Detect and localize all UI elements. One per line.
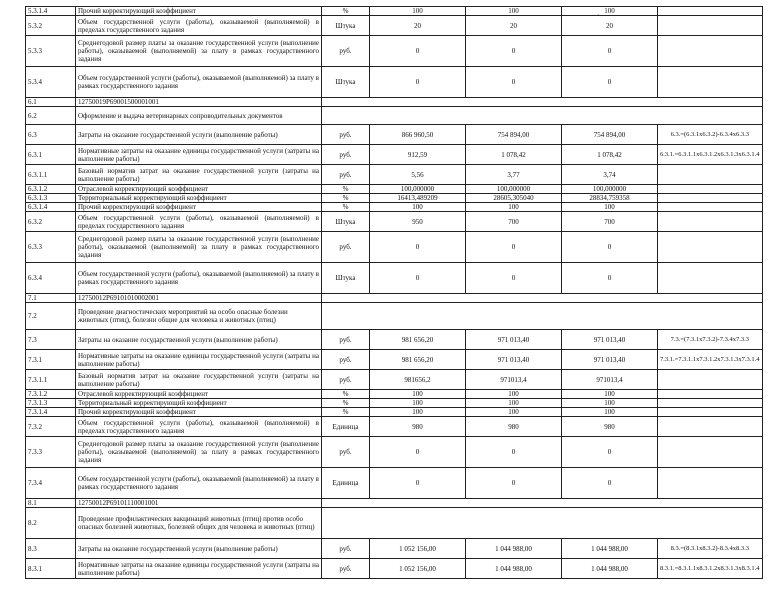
table-row xyxy=(26,185,763,194)
unit-cell: руб. xyxy=(322,145,370,165)
value-year1-cell: 100 xyxy=(370,408,466,417)
value-year3-cell: 0 xyxy=(562,263,658,294)
table-row xyxy=(26,399,763,408)
formula-cell xyxy=(658,212,763,232)
row-code-cell: 6.3.2 xyxy=(26,212,76,232)
formula-cell xyxy=(658,194,763,203)
value-year3-cell: 1 044 988,00 xyxy=(562,539,658,559)
value-year1-cell: 100,000000 xyxy=(370,185,466,194)
table-row xyxy=(26,390,763,399)
row-code-cell: 7.2 xyxy=(26,303,76,330)
row-name-cell: Затраты на оказание государственной услуги (выполнение работы) xyxy=(76,330,322,350)
row-code-cell: 7.3.1.4 xyxy=(26,408,76,417)
formula-cell xyxy=(658,7,763,16)
table-row xyxy=(26,98,763,107)
table-row xyxy=(26,67,763,98)
row-name-cell: Затраты на оказание государственной услуги (выполнение работы) xyxy=(76,125,322,145)
value-year1-cell: 20 xyxy=(370,16,466,36)
value-year3-cell: 0 xyxy=(562,36,658,67)
unit-cell: % xyxy=(322,408,370,417)
row-code-cell: 7.3.2 xyxy=(26,417,76,437)
table-row xyxy=(26,330,763,350)
value-year3-cell: 100,000000 xyxy=(562,185,658,194)
formula-cell xyxy=(658,468,763,499)
row-name-cell: Территориальный корректирующий коэффициент xyxy=(76,399,322,408)
unit-cell: руб. xyxy=(322,165,370,185)
value-year1-cell: 981 656,20 xyxy=(370,350,466,370)
value-year3-cell: 0 xyxy=(562,67,658,98)
table-body xyxy=(26,7,763,579)
row-name-cell: Объем государственной услуги (работы), оказываемой (выполняемой) в пределах государственного задания xyxy=(76,16,322,36)
formula-cell xyxy=(658,408,763,417)
formula-cell xyxy=(658,16,763,36)
formula-cell: 6.3.1.=6.3.1.1х6.3.1.2х6.3.1.3х6.3.1.4 xyxy=(658,145,763,165)
row-name-cell: Среднегодовой размер платы за оказание государственной услуги (выполнение работы), оказываемой (выполняемой) за плату в рамках государственного задания xyxy=(76,437,322,468)
empty-cell xyxy=(322,98,763,107)
unit-cell: руб. xyxy=(322,232,370,263)
unit-cell: Единица xyxy=(322,417,370,437)
value-year2-cell: 0 xyxy=(466,437,562,468)
unit-cell: Штука xyxy=(322,16,370,36)
value-year2-cell: 0 xyxy=(466,36,562,67)
value-year1-cell: 5,56 xyxy=(370,165,466,185)
table-row xyxy=(26,508,763,539)
row-code-cell: 5.3.1.4 xyxy=(26,7,76,16)
table-row xyxy=(26,203,763,212)
value-year3-cell: 0 xyxy=(562,437,658,468)
formula-cell xyxy=(658,36,763,67)
value-year1-cell: 100 xyxy=(370,390,466,399)
table-row xyxy=(26,7,763,16)
table-row xyxy=(26,107,763,125)
row-name-cell: Отраслевой корректирующий коэффициент xyxy=(76,185,322,194)
value-year2-cell: 28605,305040 xyxy=(466,194,562,203)
row-name-cell: Затраты на оказание государственной услуги (выполнение работы) xyxy=(76,539,322,559)
unit-cell: Штука xyxy=(322,212,370,232)
row-code-cell: 7.3.3 xyxy=(26,437,76,468)
value-year1-cell: 0 xyxy=(370,468,466,499)
row-code-cell: 5.3.3 xyxy=(26,36,76,67)
unit-cell: руб. xyxy=(322,437,370,468)
row-title-cell: 12750012Р69101110001001 xyxy=(76,499,322,508)
value-year2-cell: 100 xyxy=(466,408,562,417)
formula-cell xyxy=(658,185,763,194)
row-code-cell: 5.3.4 xyxy=(26,67,76,98)
row-name-cell: Объем государственной услуги (работы), оказываемой (выполняемой) за плату в рамках государственного задания xyxy=(76,67,322,98)
row-code-cell: 6.3.1.2 xyxy=(26,185,76,194)
value-year1-cell: 0 xyxy=(370,67,466,98)
value-year3-cell: 100 xyxy=(562,7,658,16)
value-year3-cell: 700 xyxy=(562,212,658,232)
unit-cell: Штука xyxy=(322,263,370,294)
formula-cell: 7.3.=(7.3.1х7.3.2)-7.3.4х7.3.3 xyxy=(658,330,763,350)
row-name-cell: Нормативные затраты на оказание единицы государственной услуги (затраты на выполнение работы) xyxy=(76,145,322,165)
value-year3-cell: 980 xyxy=(562,417,658,437)
empty-cell xyxy=(322,294,763,303)
row-code-cell: 6.3 xyxy=(26,125,76,145)
table-row xyxy=(26,125,763,145)
value-year2-cell: 20 xyxy=(466,16,562,36)
value-year2-cell: 100,000000 xyxy=(466,185,562,194)
formula-cell xyxy=(658,437,763,468)
unit-cell: руб. xyxy=(322,370,370,390)
row-code-cell: 6.2 xyxy=(26,107,76,125)
value-year3-cell: 100 xyxy=(562,390,658,399)
formula-cell xyxy=(658,165,763,185)
formula-cell xyxy=(658,203,763,212)
row-code-cell: 7.3.1.3 xyxy=(26,399,76,408)
row-code-cell: 8.1 xyxy=(26,499,76,508)
empty-cell xyxy=(322,107,763,125)
row-code-cell: 6.3.4 xyxy=(26,263,76,294)
value-year2-cell: 100 xyxy=(466,7,562,16)
formula-cell xyxy=(658,390,763,399)
row-title-cell: 12750019Р69001500001001 xyxy=(76,98,322,107)
value-year3-cell: 20 xyxy=(562,16,658,36)
unit-cell: руб. xyxy=(322,36,370,67)
row-code-cell: 7.3.1.2 xyxy=(26,390,76,399)
budget-table xyxy=(25,6,763,579)
value-year3-cell: 3,74 xyxy=(562,165,658,185)
row-name-cell: Объем государственной услуги (работы), оказываемой (выполняемой) за плату в рамках государственного задания xyxy=(76,263,322,294)
row-code-cell: 6.1 xyxy=(26,98,76,107)
table-row xyxy=(26,294,763,303)
unit-cell: % xyxy=(322,7,370,16)
value-year2-cell: 0 xyxy=(466,263,562,294)
formula-cell xyxy=(658,417,763,437)
row-code-cell: 8.3 xyxy=(26,539,76,559)
row-title-cell: Оформление и выдача ветеринарных сопроводительных документов xyxy=(76,107,322,125)
unit-cell: % xyxy=(322,203,370,212)
value-year2-cell: 971013,4 xyxy=(466,370,562,390)
unit-cell: % xyxy=(322,390,370,399)
value-year2-cell: 1 078,42 xyxy=(466,145,562,165)
row-code-cell: 8.3.1 xyxy=(26,559,76,579)
row-code-cell: 7.3.1.1 xyxy=(26,370,76,390)
value-year3-cell: 0 xyxy=(562,468,658,499)
scan-mark: · xyxy=(597,11,600,19)
value-year2-cell: 980 xyxy=(466,417,562,437)
row-name-cell: Базовый норматив затрат на оказание государственной услуги (затраты на выполнение работы) xyxy=(76,165,322,185)
formula-cell xyxy=(658,399,763,408)
table-row xyxy=(26,16,763,36)
formula-cell xyxy=(658,232,763,263)
table-row xyxy=(26,232,763,263)
unit-cell: руб. xyxy=(322,125,370,145)
row-code-cell: 6.3.1.4 xyxy=(26,203,76,212)
value-year2-cell: 1 044 988,00 xyxy=(466,559,562,579)
row-code-cell: 7.1 xyxy=(26,294,76,303)
row-code-cell: 7.3.1 xyxy=(26,350,76,370)
value-year2-cell: 1 044 988,00 xyxy=(466,539,562,559)
value-year2-cell: 100 xyxy=(466,390,562,399)
empty-cell xyxy=(322,303,763,330)
row-code-cell: 7.3 xyxy=(26,330,76,350)
formula-cell: 8.3.=(8.3.1х8.3.2)-8.3.4х8.3.3 xyxy=(658,539,763,559)
row-code-cell: 7.3.4 xyxy=(26,468,76,499)
table-row xyxy=(26,194,763,203)
row-code-cell: 8.2 xyxy=(26,508,76,539)
table-row xyxy=(26,539,763,559)
row-name-cell: Прочий корректирующий коэффициент xyxy=(76,203,322,212)
table-row xyxy=(26,263,763,294)
value-year2-cell: 700 xyxy=(466,212,562,232)
value-year3-cell: 0 xyxy=(562,232,658,263)
table-row xyxy=(26,437,763,468)
value-year1-cell: 100 xyxy=(370,399,466,408)
value-year3-cell: 754 894,00 xyxy=(562,125,658,145)
formula-cell: 7.3.1.=7.3.1.1х7.3.1.2х7.3.1.3х7.3.1.4 xyxy=(658,350,763,370)
unit-cell: руб. xyxy=(322,539,370,559)
table-row xyxy=(26,370,763,390)
value-year3-cell: 971 013,40 xyxy=(562,330,658,350)
row-name-cell: Среднегодовой размер платы за оказание государственной услуги (выполнение работы), оказываемой (выполняемой) за плату в рамках государственного задания xyxy=(76,232,322,263)
value-year1-cell: 16413,489209 xyxy=(370,194,466,203)
unit-cell: % xyxy=(322,399,370,408)
value-year3-cell: 1 078,42 xyxy=(562,145,658,165)
value-year3-cell: 100 xyxy=(562,399,658,408)
row-name-cell: Прочий корректирующий коэффициент xyxy=(76,408,322,417)
row-code-cell: 6.3.1.1 xyxy=(26,165,76,185)
row-name-cell: Среднегодовой размер платы за оказание государственной услуги (выполнение работы), оказываемой (выполняемой) за плату в рамках государственного задания xyxy=(76,36,322,67)
row-name-cell: Базовый норматив затрат на оказание государственной услуги (затраты на выполнение работы) xyxy=(76,370,322,390)
formula-cell xyxy=(658,263,763,294)
unit-cell: % xyxy=(322,194,370,203)
table-row xyxy=(26,408,763,417)
row-name-cell: Объем государственной услуги (работы), оказываемой (выполняемой) в пределах государственного задания xyxy=(76,417,322,437)
value-year2-cell: 0 xyxy=(466,232,562,263)
value-year1-cell: 0 xyxy=(370,232,466,263)
value-year1-cell: 1 052 156,00 xyxy=(370,539,466,559)
table-row xyxy=(26,165,763,185)
value-year3-cell: 28834,759358 xyxy=(562,194,658,203)
row-name-cell: Объем государственной услуги (работы), оказываемой (выполняемой) в пределах государственного задания xyxy=(76,212,322,232)
row-name-cell: Объем государственной услуги (работы), оказываемой (выполняемой) за плату в рамках государственного задания xyxy=(76,468,322,499)
value-year1-cell: 100 xyxy=(370,7,466,16)
value-year2-cell: 0 xyxy=(466,67,562,98)
unit-cell: руб. xyxy=(322,350,370,370)
unit-cell: % xyxy=(322,185,370,194)
table-row xyxy=(26,559,763,579)
value-year2-cell: 0 xyxy=(466,468,562,499)
table-row xyxy=(26,417,763,437)
value-year3-cell: 100 xyxy=(562,408,658,417)
value-year1-cell: 912,59 xyxy=(370,145,466,165)
value-year1-cell: 0 xyxy=(370,36,466,67)
value-year1-cell: 866 960,50 xyxy=(370,125,466,145)
table-row xyxy=(26,350,763,370)
row-name-cell: Нормативные затраты на оказание единицы государственной услуги (затраты на выполнение работы) xyxy=(76,559,322,579)
value-year2-cell: 100 xyxy=(466,399,562,408)
value-year2-cell: 100 xyxy=(466,203,562,212)
value-year2-cell: 971 013,40 xyxy=(466,330,562,350)
table-row xyxy=(26,499,763,508)
row-name-cell: Территориальный корректирующий коэффициент xyxy=(76,194,322,203)
value-year1-cell: 0 xyxy=(370,263,466,294)
table-row xyxy=(26,468,763,499)
empty-cell xyxy=(322,508,763,539)
formula-cell xyxy=(658,370,763,390)
value-year2-cell: 754 894,00 xyxy=(466,125,562,145)
empty-cell xyxy=(322,499,763,508)
formula-cell xyxy=(658,67,763,98)
row-name-cell: Прочий корректирующий коэффициент xyxy=(76,7,322,16)
value-year3-cell: 971 013,40 xyxy=(562,350,658,370)
value-year1-cell: 981 656,20 xyxy=(370,330,466,350)
unit-cell: Единица xyxy=(322,468,370,499)
value-year3-cell: 1 044 988,00 xyxy=(562,559,658,579)
value-year1-cell: 0 xyxy=(370,437,466,468)
row-name-cell: Отраслевой корректирующий коэффициент xyxy=(76,390,322,399)
value-year1-cell: 1 052 156,00 xyxy=(370,559,466,579)
row-title-cell: Проведение профилактических вакцинаций животных (птиц) против особо опасных болезней животных, болезней общих для человека и животных (птиц) xyxy=(76,508,322,539)
value-year1-cell: 981656,2 xyxy=(370,370,466,390)
row-code-cell: 6.3.1 xyxy=(26,145,76,165)
unit-cell: руб. xyxy=(322,559,370,579)
row-code-cell: 6.3.1.3 xyxy=(26,194,76,203)
formula-cell: 8.3.1.=8.3.1.1х8.3.1.2х8.3.1.3х8.3.1.4 xyxy=(658,559,763,579)
table-row xyxy=(26,36,763,67)
value-year3-cell: 971013,4 xyxy=(562,370,658,390)
value-year1-cell: 950 xyxy=(370,212,466,232)
formula-cell: 6.3.=(6.3.1х6.3.2)-6.3.4х6.3.3 xyxy=(658,125,763,145)
row-title-cell: Проведение диагностических мероприятий на особо опасные болезни животных (птиц), болезни общие для человека и животных (птиц) xyxy=(76,303,322,330)
row-code-cell: 6.3.3 xyxy=(26,232,76,263)
value-year2-cell: 3,77 xyxy=(466,165,562,185)
row-code-cell: 5.3.2 xyxy=(26,16,76,36)
row-title-cell: 12750012Р69101010002001 xyxy=(76,294,322,303)
row-name-cell: Нормативные затраты на оказание единицы государственной услуги (затраты на выполнение работы) xyxy=(76,350,322,370)
unit-cell: руб. xyxy=(322,330,370,350)
value-year1-cell: 100 xyxy=(370,203,466,212)
table-row xyxy=(26,145,763,165)
value-year2-cell: 971 013,40 xyxy=(466,350,562,370)
table-row xyxy=(26,212,763,232)
table-row xyxy=(26,303,763,330)
value-year3-cell: 100 xyxy=(562,203,658,212)
unit-cell: Штука xyxy=(322,67,370,98)
value-year1-cell: 980 xyxy=(370,417,466,437)
